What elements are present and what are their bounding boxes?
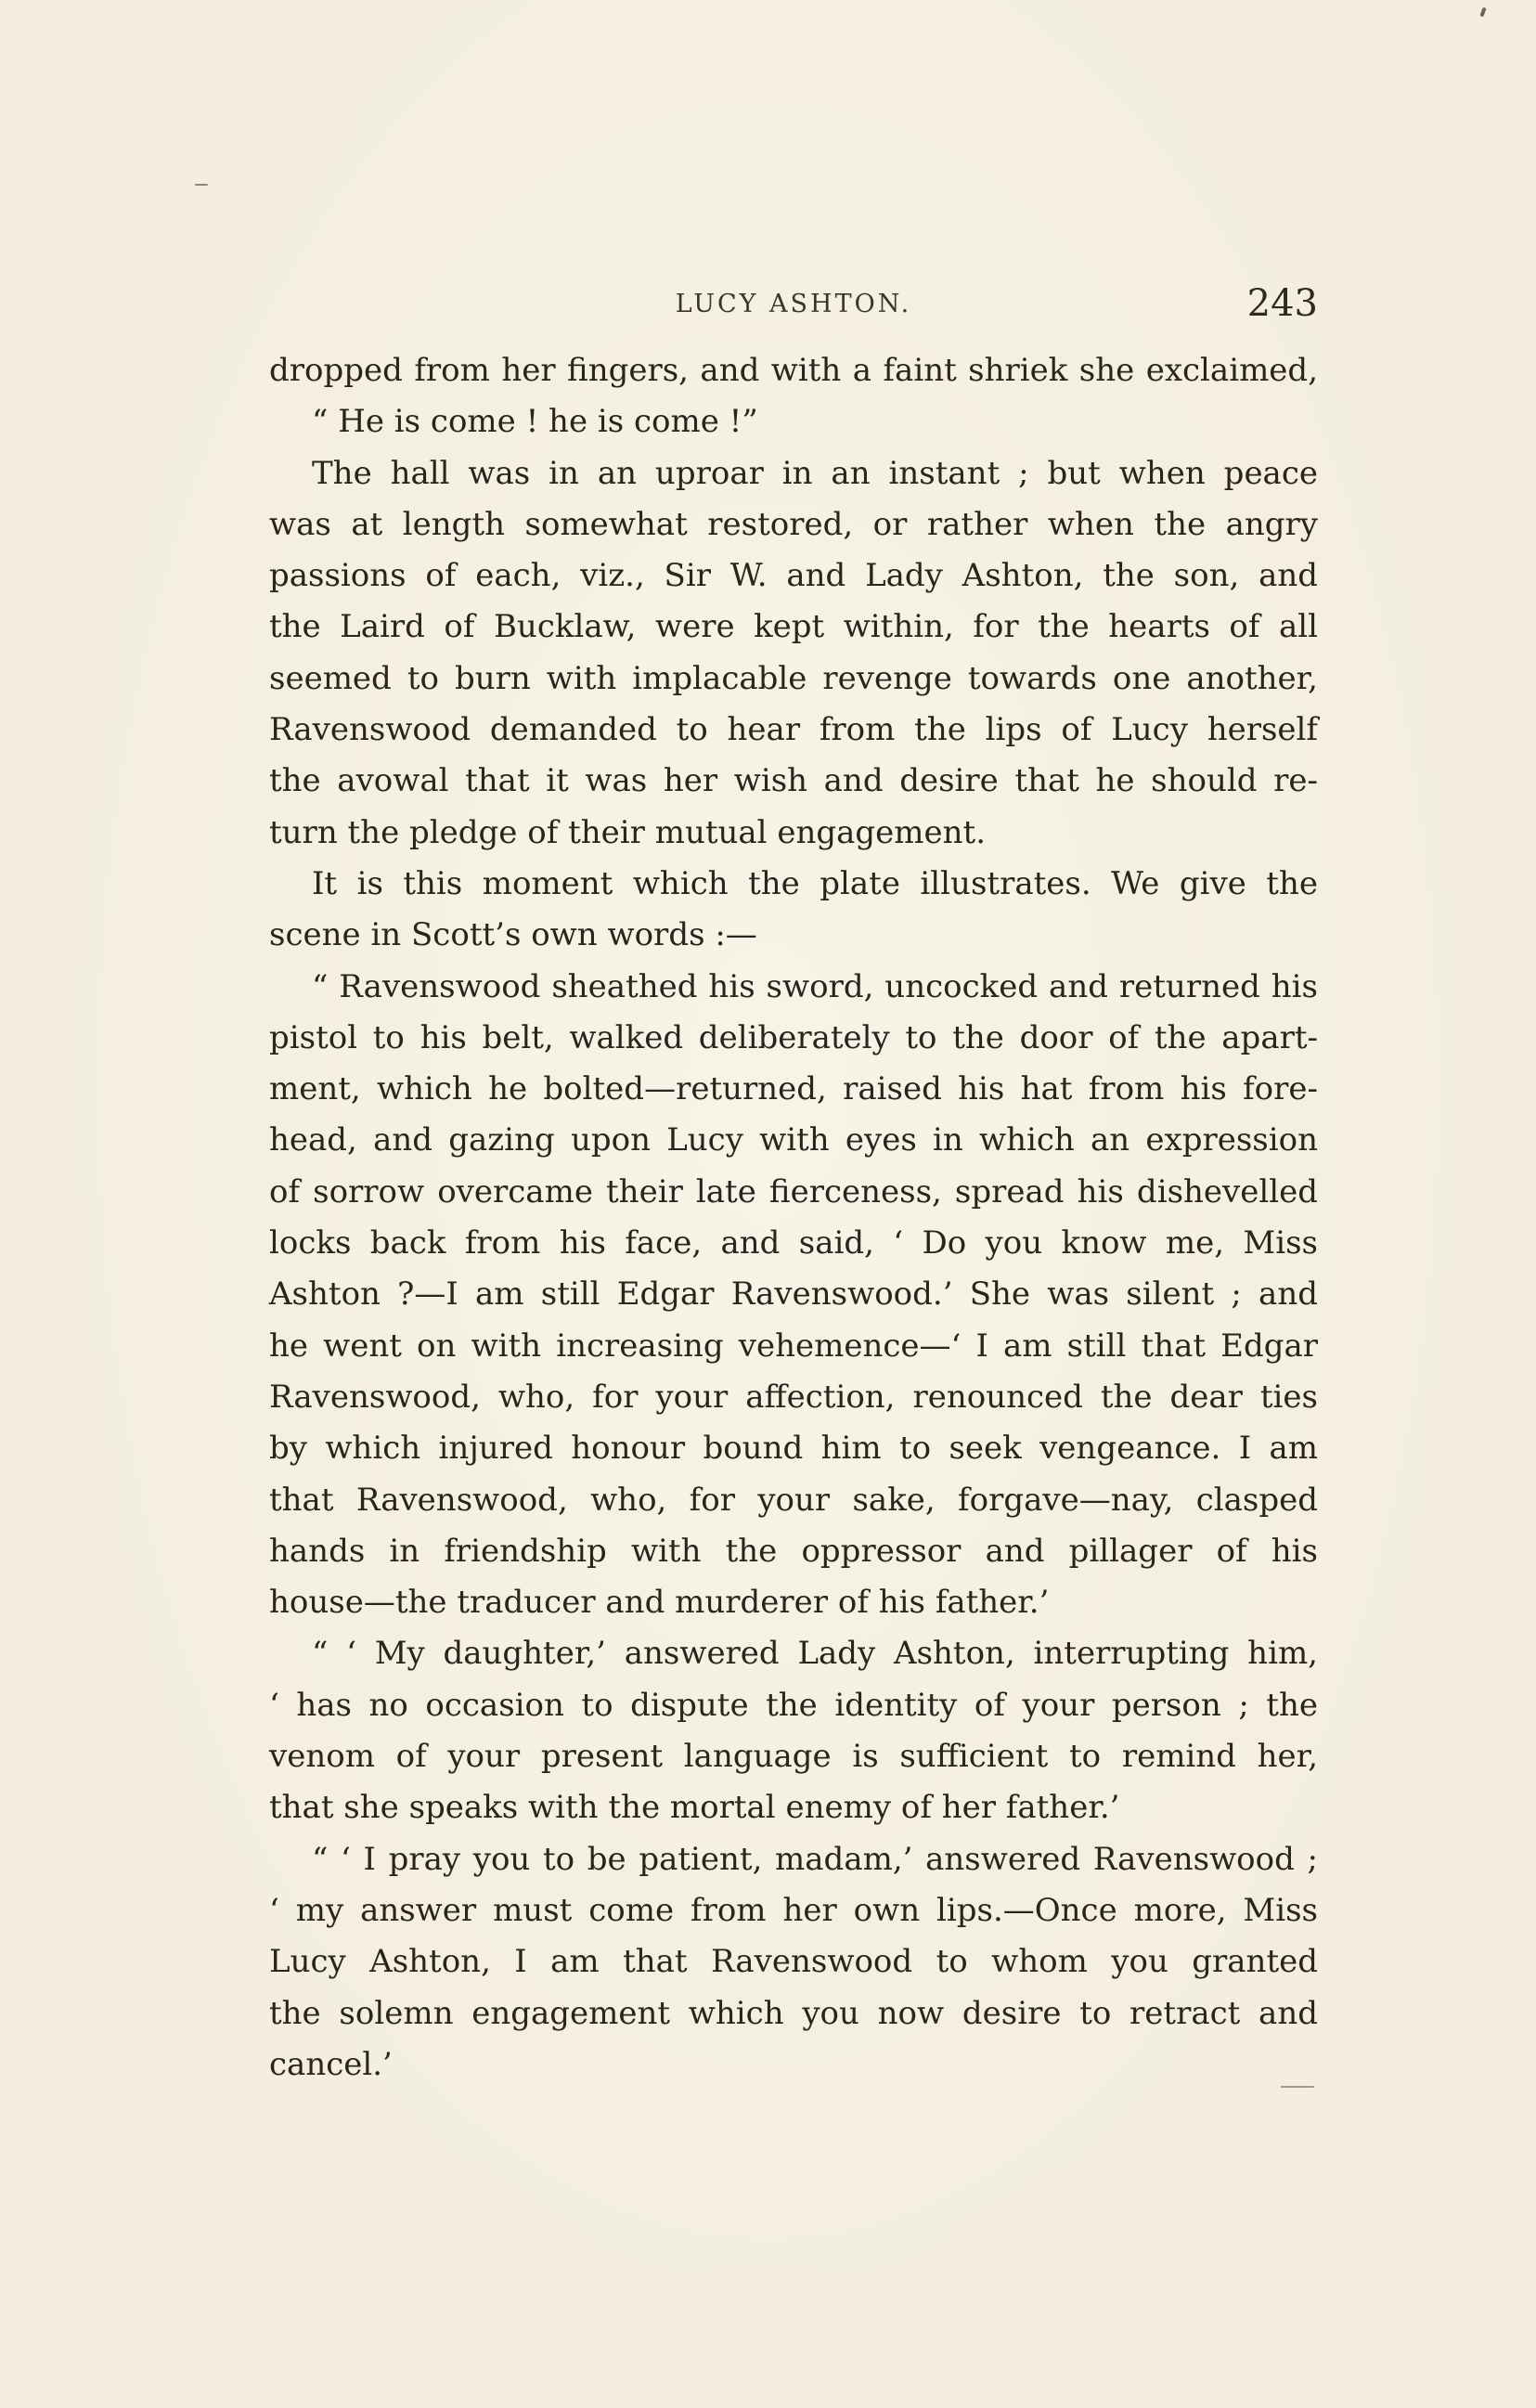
- text-line: turn the pledge of their mutual engagement.: [269, 813, 987, 851]
- text-line: scene in Scott’s own words :—: [269, 916, 757, 954]
- text-line: ‘ has no occasion to dispute the identity of your person ; the: [269, 1686, 1318, 1724]
- text-line: head, and gazing upon Lucy with eyes in which an expression: [269, 1121, 1318, 1159]
- text-line: ment, which he bolted—returned, raised his hat from his fore-: [269, 1070, 1318, 1108]
- text-line: the Laird of Bucklaw, were kept within, for the hearts of all: [269, 608, 1318, 646]
- text-line: hands in friendship with the oppressor and pillager of his: [269, 1532, 1318, 1570]
- text-line: It is this moment which the plate illustrates. We give the: [312, 864, 1318, 902]
- text-line: Lucy Ashton, I am that Ravenswood to whom you granted: [269, 1943, 1318, 1981]
- text-line: that Ravenswood, who, for your sake, forgave—nay, clasped: [269, 1481, 1318, 1519]
- text-line: seemed to burn with implacable revenge towards one another,: [269, 659, 1318, 697]
- text-line: venom of your present language is sufficient to remind her,: [269, 1738, 1318, 1776]
- text-line: dropped from her fingers, and with a faint shriek she exclaimed,: [269, 352, 1318, 389]
- text-line: locks back from his face, and said, ‘ Do you know me, Miss: [269, 1224, 1318, 1262]
- page-speck: [195, 184, 208, 186]
- text-line: the solemn engagement which you now desire to retract and: [269, 1994, 1318, 2032]
- text-line: “ ‘ My daughter,’ answered Lady Ashton, interrupting him,: [312, 1635, 1318, 1673]
- page-number: 243: [1246, 282, 1318, 325]
- text-line: cancel.’: [269, 2045, 393, 2083]
- text-line: of sorrow overcame their late fierceness, spread his dishevelled: [269, 1172, 1318, 1210]
- page-speck: [1479, 7, 1486, 18]
- text-line: Ravenswood, who, for your affection, renounced the dear ties: [269, 1378, 1318, 1416]
- text-line: that she speaks with the mortal enemy of her father.’: [269, 1789, 1120, 1827]
- text-line: was at length somewhat restored, or rather when the angry: [269, 505, 1318, 543]
- text-line: “ Ravenswood sheathed his sword, uncocked and returned his: [312, 967, 1318, 1005]
- body-text: [269, 345, 1318, 2091]
- page-speck: [1281, 2086, 1314, 2088]
- text-line: house—the traducer and murderer of his father.’: [269, 1584, 1050, 1622]
- text-line: The hall was in an uproar in an instant ; but when peace: [312, 454, 1318, 492]
- text-line: pistol to his belt, walked deliberately to the door of the apart-: [269, 1018, 1318, 1056]
- text-line: the avowal that it was her wish and desire that he should re-: [269, 762, 1318, 800]
- text-line: Ashton ?—I am still Edgar Ravenswood.’ She was silent ; and: [269, 1275, 1318, 1314]
- text-line: by which injured honour bound him to seek vengeance. I am: [269, 1430, 1318, 1468]
- text-line: passions of each, viz., Sir W. and Lady Ashton, the son, and: [269, 557, 1318, 595]
- running-head: [269, 282, 1318, 332]
- running-title: LUCY ASHTON.: [675, 290, 912, 318]
- text-line: “ ‘ I pray you to be patient, madam,’ answered Ravenswood ;: [312, 1840, 1318, 1878]
- text-line: he went on with increasing vehemence—‘ I am still that Edgar: [269, 1327, 1318, 1365]
- text-line: “ He is come ! he is come !”: [312, 403, 758, 441]
- text-line: ‘ my answer must come from her own lips.—Once more, Miss: [269, 1891, 1318, 1929]
- text-line: Ravenswood demanded to hear from the lips of Lucy herself: [269, 711, 1318, 749]
